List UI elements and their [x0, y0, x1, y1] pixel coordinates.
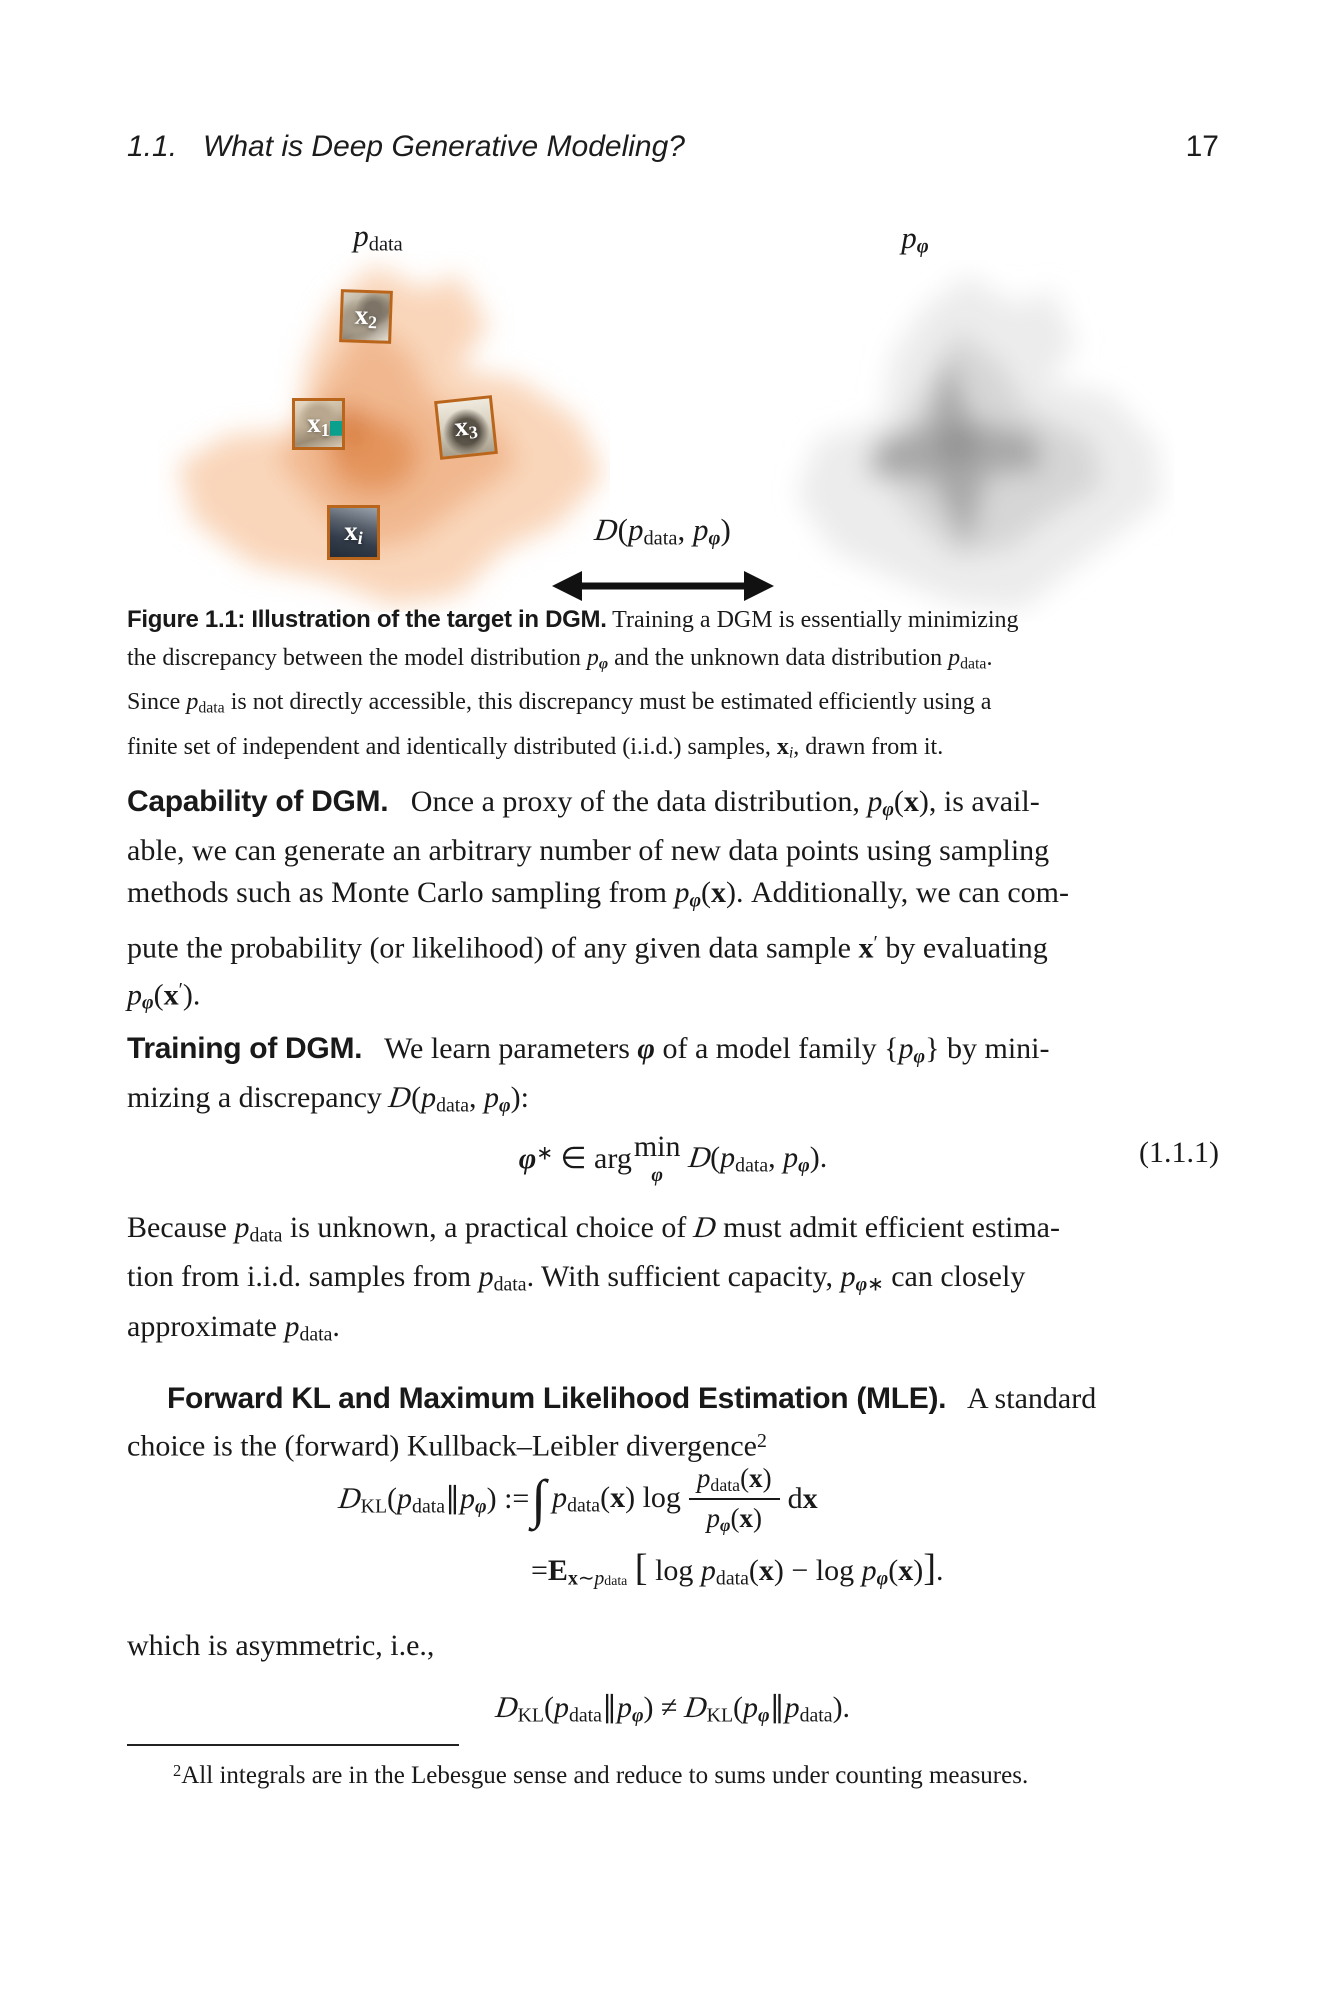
- sample-label-x3: x3: [453, 410, 479, 443]
- sample-label-x2: x2: [354, 299, 378, 333]
- page-number: 17: [1185, 130, 1219, 163]
- caption-line: Since pdata is not directly accessible, this discrepancy must be estimated efficiently using a: [127, 689, 992, 717]
- running-head: [127, 130, 1219, 164]
- pphi-label: pφ: [901, 220, 929, 258]
- body-line: Training of DGM. We learn parameters φ of a model family {pφ} by mini-: [127, 1032, 1050, 1068]
- equation-kl-definition: [127, 1462, 1219, 1591]
- sample-image-x2: [339, 289, 393, 344]
- paragraph-because: [127, 1207, 1219, 1355]
- model-blob-graphic: [772, 260, 1174, 622]
- min-label: min: [633, 1130, 681, 1163]
- footnote: [127, 1754, 1219, 1793]
- caption-line: the discrepancy between the model distribution pφ and the unknown data distribution pdata.: [127, 645, 993, 673]
- paragraph-forward-kl: [127, 1378, 1219, 1467]
- argmin-operator: [634, 1132, 681, 1186]
- body-line: pute the probability (or likelihood) of any given data sample x′ by evaluating: [127, 931, 1048, 964]
- kl-equation-line2: [531, 1546, 1219, 1590]
- discrepancy-label: D(pdata, pφ): [592, 512, 731, 550]
- kl-equation-line1: [336, 1462, 1219, 1536]
- section-number: 1.1.: [127, 130, 178, 163]
- sample-label-xi: xi: [344, 516, 363, 548]
- figure-caption: [127, 601, 1219, 772]
- body-line: Forward KL and Maximum Likelihood Estimation (MLE). A standard: [167, 1382, 1097, 1415]
- sample-image-x1: [292, 398, 345, 450]
- body-line: mizing a discrepancy D(pdata, pφ):: [127, 1081, 529, 1117]
- fraction-numerator: pdata(x): [689, 1462, 780, 1500]
- sample-image-xi: [327, 505, 380, 560]
- eq111-rhs: D(pdata, pφ).: [686, 1140, 828, 1177]
- body-line: choice is the (forward) Kullback–Leibler divergence$^2$: [127, 1429, 767, 1463]
- body-line: able, we can generate an arbitrary number of new data points using sampling: [127, 834, 1050, 868]
- equation-tag: (1.1.1): [1139, 1136, 1219, 1169]
- caption-line: finite set of independent and identically distributed (i.i.d.) samples, xi, drawn from it.: [127, 733, 944, 762]
- running-head-title: [127, 130, 685, 164]
- kl-expectation: =Ex∼pdata [ log pdata(x) − log pφ(x)].: [531, 1547, 944, 1590]
- sample-label-x1: x1: [307, 407, 330, 440]
- body-line: which is asymmetric, i.e.,: [127, 1629, 435, 1662]
- equation-asymmetry: [127, 1690, 1219, 1727]
- footnote-rule: [127, 1744, 459, 1746]
- paragraph-asymmetric: [127, 1625, 1219, 1667]
- paragraph-training: [127, 1028, 1219, 1127]
- figure-1-1: [0, 160, 1339, 630]
- kl-integrand: pdata(x) log: [552, 1481, 681, 1517]
- body-line: Because pdata is unknown, a practical choice of D must admit efficient estima-: [127, 1211, 1060, 1247]
- equation-1-1-1: [127, 1118, 1219, 1210]
- paragraph-capability: [127, 781, 1219, 1024]
- body-line: methods such as Monte Carlo sampling from pφ(x). Additionally, we can com-: [127, 876, 1069, 912]
- caption-line: Figure 1.1: Illustration of the target in DGM. Training a DGM is essentially minimizing: [127, 606, 1019, 633]
- body-line: tion from i.i.d. samples from pdata. With sufficient capacity, pφ∗ can closely: [127, 1260, 1026, 1296]
- footnote-text: $^2$All integrals are in the Lebesgue sense and reduce to sums under counting measures.: [173, 1761, 1029, 1789]
- sample-image-x3: [434, 395, 498, 460]
- section-title: What is Deep Generative Modeling?: [203, 130, 685, 163]
- body-line: Capability of DGM. Once a proxy of the data distribution, pφ(x), is avail-: [127, 785, 1040, 821]
- kl-lhs: DKL(pdata∥pφ) :=: [336, 1481, 530, 1517]
- eq111-lhs: φ∗ ∈ arg: [518, 1142, 632, 1176]
- min-subscript: φ: [651, 1164, 663, 1186]
- fraction-denominator: pφ(x): [706, 1503, 762, 1536]
- asymmetry-relation: DKL(pdata∥pφ) ≠ DKL(pφ∥pdata).: [493, 1691, 851, 1727]
- pdata-label: pdata: [353, 218, 403, 256]
- body-line: pφ(x′).: [127, 978, 201, 1014]
- body-line: approximate pdata.: [127, 1309, 340, 1346]
- kl-fraction: [689, 1462, 780, 1536]
- kl-dx: dx: [787, 1482, 818, 1516]
- integral-sign: ∫: [531, 1469, 547, 1530]
- model-distribution-blob: [772, 260, 1174, 622]
